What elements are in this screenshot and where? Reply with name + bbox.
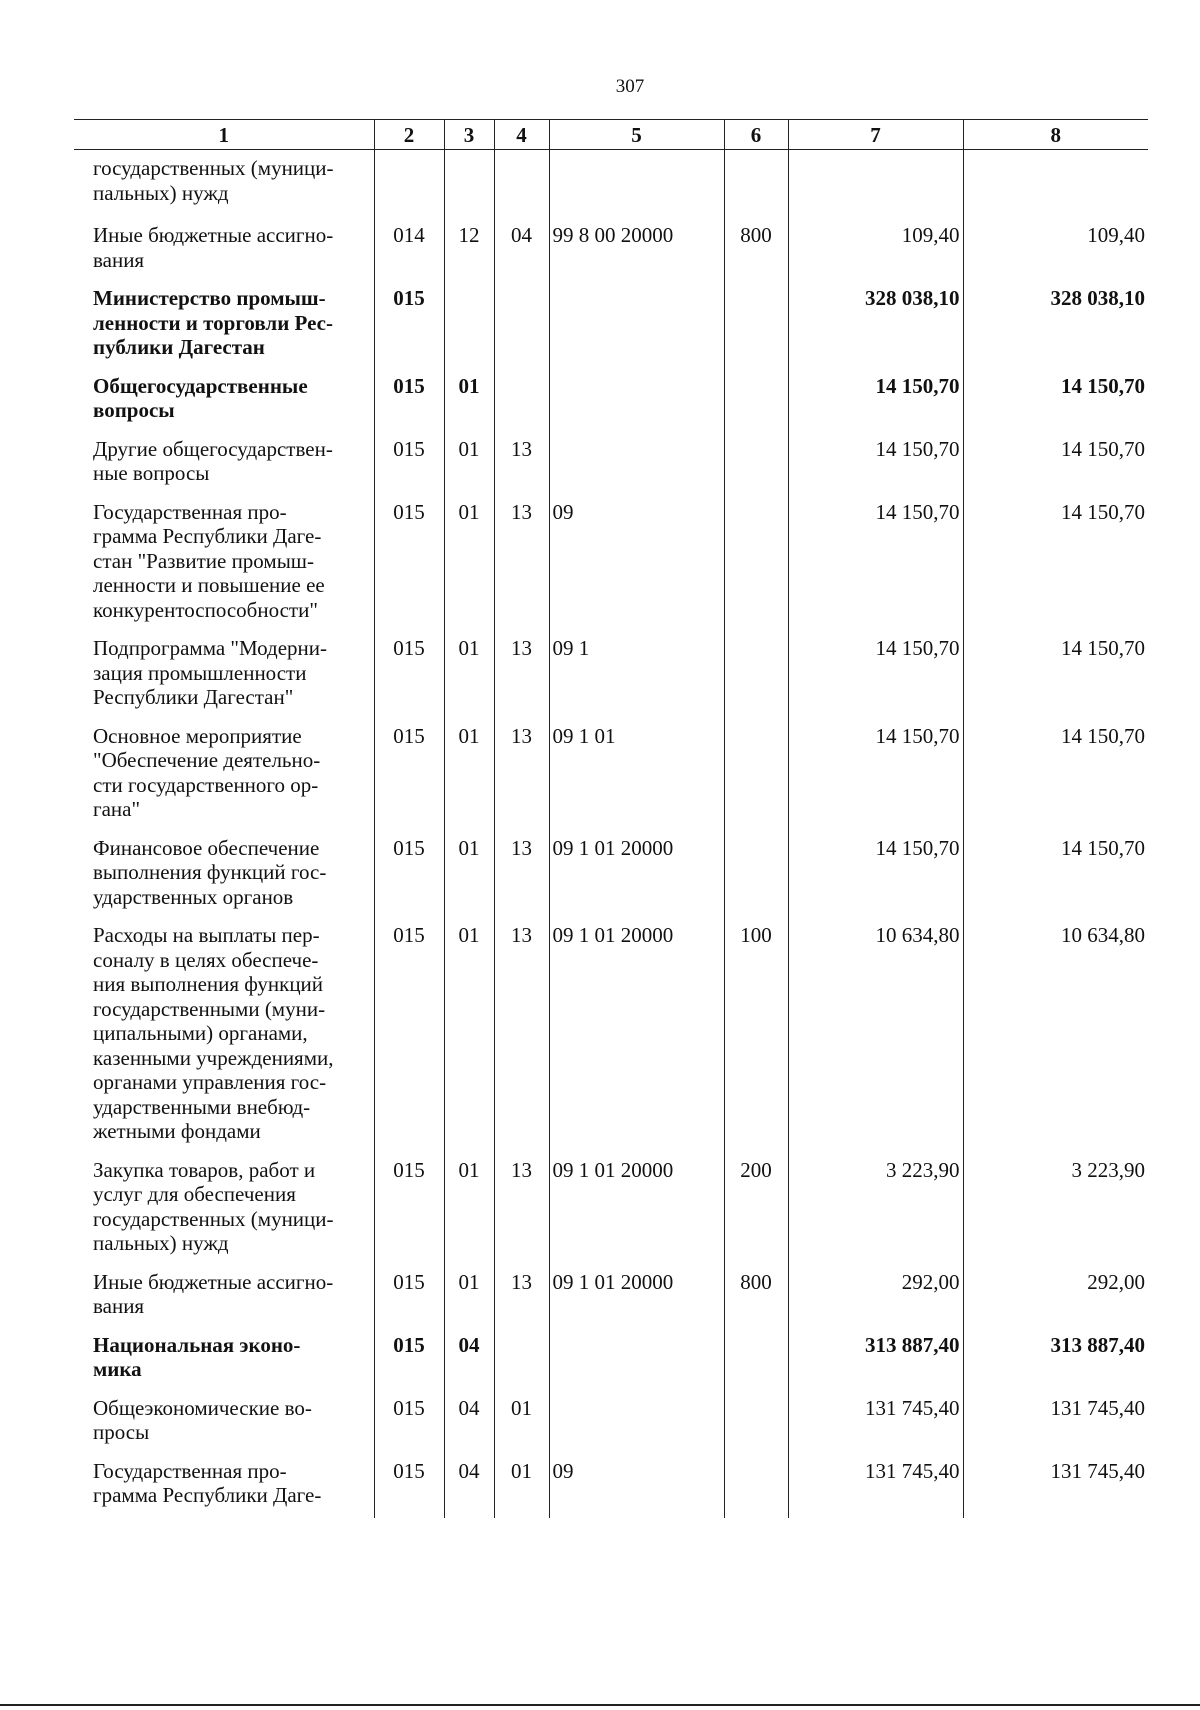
row-name-cell: [74, 496, 374, 633]
row-name-line: ленности и торговли Рес-: [93, 310, 333, 335]
row-name-line: конкурентоспособности": [93, 597, 318, 622]
row-name-line: ударственных органов: [93, 884, 294, 909]
amount-col8-cell: 14 150,70: [963, 832, 1148, 920]
target-article-cell: 09: [549, 1455, 724, 1518]
row-name-line: Финансовое обеспечение: [93, 835, 320, 860]
row-name-cell: [74, 370, 374, 433]
row-name-line: Государственная про-: [93, 1458, 287, 1483]
page-number: 307: [615, 76, 645, 97]
amount-col7-cell: 14 150,70: [788, 832, 963, 920]
section-code-cell: 015: [374, 370, 444, 433]
subsection-code-cell: 04: [444, 1392, 494, 1455]
sub-subsection-code-cell: 13: [494, 496, 549, 633]
row-name-cell: [74, 1329, 374, 1392]
expense-type-cell: 800: [724, 219, 788, 282]
row-name-line: государственных (муници-: [93, 1206, 334, 1231]
row-name-line: Другие общегосударствен-: [93, 436, 333, 461]
amount-col7-cell: 313 887,40: [788, 1329, 963, 1392]
sub-subsection-code-cell: 13: [494, 433, 549, 496]
sub-subsection-code-cell: [494, 150, 549, 220]
table-row: [74, 219, 1148, 282]
subsection-code-cell: 01: [444, 433, 494, 496]
expense-type-cell: [724, 832, 788, 920]
amount-col8-cell: [963, 150, 1148, 220]
table-row: [74, 496, 1148, 633]
amount-col7-cell: 131 745,40: [788, 1455, 963, 1518]
column-header: 1: [74, 120, 374, 150]
section-code-cell: 015: [374, 433, 444, 496]
amount-col8-cell: 14 150,70: [963, 496, 1148, 633]
sub-subsection-code-cell: [494, 370, 549, 433]
subsection-code-cell: 01: [444, 832, 494, 920]
row-name-line: ципальными) органами,: [93, 1021, 308, 1045]
row-name-cell: [74, 632, 374, 720]
target-article-cell: [549, 370, 724, 433]
section-code-cell: 015: [374, 1329, 444, 1392]
subsection-code-cell: 01: [444, 370, 494, 433]
amount-col8-cell: 10 634,80: [963, 919, 1148, 1154]
row-name-line: Иные бюджетные ассигно-: [93, 223, 334, 247]
amount-col7-cell: 14 150,70: [788, 433, 963, 496]
row-name-line: органами управления гос-: [93, 1070, 327, 1094]
target-article-cell: 09 1 01 20000: [549, 919, 724, 1154]
expense-type-cell: [724, 433, 788, 496]
row-name-cell: [74, 150, 374, 220]
target-article-cell: [549, 150, 724, 220]
table-row: [74, 1455, 1148, 1518]
amount-col8-cell: 292,00: [963, 1266, 1148, 1329]
sub-subsection-code-cell: 13: [494, 832, 549, 920]
table-row: [74, 282, 1148, 370]
row-name-line: "Обеспечение деятельно-: [93, 748, 321, 772]
amount-col7-cell: 14 150,70: [788, 370, 963, 433]
sub-subsection-code-cell: 01: [494, 1455, 549, 1518]
subsection-code-cell: 01: [444, 1266, 494, 1329]
subsection-code-cell: 04: [444, 1329, 494, 1392]
budget-table: [74, 119, 1148, 1518]
section-code-cell: 015: [374, 919, 444, 1154]
column-header: 2: [374, 120, 444, 150]
section-code-cell: 015: [374, 1266, 444, 1329]
amount-col8-cell: 14 150,70: [963, 720, 1148, 832]
page-bottom-rule: [0, 1704, 1200, 1706]
amount-col8-cell: 14 150,70: [963, 433, 1148, 496]
row-name-line: пальных) нужд: [93, 180, 229, 205]
table-header-row: [74, 120, 1148, 150]
target-article-cell: 99 8 00 20000: [549, 219, 724, 282]
target-article-cell: 09 1 01 20000: [549, 1266, 724, 1329]
target-article-cell: 09 1 01 20000: [549, 1154, 724, 1266]
section-code-cell: 015: [374, 496, 444, 633]
table-row: [74, 832, 1148, 920]
section-code-cell: 015: [374, 720, 444, 832]
row-name-line: вания: [93, 1294, 145, 1318]
row-name-line: соналу в целях обеспече-: [93, 947, 319, 972]
row-name-line: жетными фондами: [93, 1119, 261, 1143]
row-name-line: казенными учреждениями,: [93, 1045, 334, 1070]
amount-col7-cell: 14 150,70: [788, 632, 963, 720]
table-row: [74, 150, 1148, 220]
amount-col8-cell: 131 745,40: [963, 1455, 1148, 1518]
sub-subsection-code-cell: 13: [494, 720, 549, 832]
row-name-line: мика: [93, 1357, 142, 1381]
subsection-code-cell: [444, 282, 494, 370]
row-name-line: Расходы на выплаты пер-: [93, 923, 320, 947]
target-article-cell: 09 1: [549, 632, 724, 720]
amount-col7-cell: 3 223,90: [788, 1154, 963, 1266]
sub-subsection-code-cell: [494, 282, 549, 370]
target-article-cell: [549, 1392, 724, 1455]
table-row: [74, 433, 1148, 496]
amount-col8-cell: 14 150,70: [963, 632, 1148, 720]
section-code-cell: 015: [374, 282, 444, 370]
sub-subsection-code-cell: 13: [494, 1154, 549, 1266]
subsection-code-cell: 04: [444, 1455, 494, 1518]
section-code-cell: 015: [374, 1392, 444, 1455]
subsection-code-cell: 01: [444, 919, 494, 1154]
subsection-code-cell: 01: [444, 632, 494, 720]
row-name-cell: [74, 919, 374, 1154]
row-name-line: Общеэкономические во-: [93, 1395, 312, 1420]
amount-col8-cell: 313 887,40: [963, 1329, 1148, 1392]
target-article-cell: [549, 433, 724, 496]
amount-col7-cell: 14 150,70: [788, 720, 963, 832]
sub-subsection-code-cell: 13: [494, 1266, 549, 1329]
column-header: 6: [724, 120, 788, 150]
expense-type-cell: [724, 370, 788, 433]
row-name-cell: [74, 832, 374, 920]
amount-col8-cell: 109,40: [963, 219, 1148, 282]
row-name-line: государственными (муни-: [93, 996, 326, 1021]
sub-subsection-code-cell: 13: [494, 632, 549, 720]
table-row: [74, 1154, 1148, 1266]
column-header: 3: [444, 120, 494, 150]
expense-type-cell: [724, 720, 788, 832]
subsection-code-cell: 01: [444, 1154, 494, 1266]
row-name-cell: [74, 1392, 374, 1455]
expense-type-cell: [724, 496, 788, 633]
expense-type-cell: [724, 150, 788, 220]
row-name-cell: [74, 433, 374, 496]
row-name-line: пальных) нужд: [93, 1231, 229, 1255]
row-name-line: грамма Республики Даге-: [93, 1483, 322, 1507]
section-code-cell: 014: [374, 219, 444, 282]
row-name-line: ударственными внебюд-: [93, 1094, 311, 1119]
row-name-line: стан "Развитие промыш-: [93, 548, 314, 573]
table-row: [74, 1266, 1148, 1329]
amount-col7-cell: 14 150,70: [788, 496, 963, 633]
expense-type-cell: [724, 1455, 788, 1518]
target-article-cell: 09: [549, 496, 724, 633]
row-name-line: Общегосударственные: [93, 373, 308, 398]
row-name-cell: [74, 720, 374, 832]
table-body: [74, 150, 1148, 1518]
amount-col7-cell: [788, 150, 963, 220]
amount-col7-cell: 109,40: [788, 219, 963, 282]
expense-type-cell: 800: [724, 1266, 788, 1329]
section-code-cell: 015: [374, 1455, 444, 1518]
row-name-line: ные вопросы: [93, 461, 210, 485]
section-code-cell: 015: [374, 1154, 444, 1266]
subsection-code-cell: 01: [444, 720, 494, 832]
table-row: [74, 919, 1148, 1154]
row-name-line: зация промышленности: [93, 660, 307, 685]
table-row: [74, 1392, 1148, 1455]
sub-subsection-code-cell: 01: [494, 1392, 549, 1455]
row-name-line: Национальная эконо-: [93, 1332, 301, 1357]
amount-col8-cell: 14 150,70: [963, 370, 1148, 433]
sub-subsection-code-cell: [494, 1329, 549, 1392]
row-name-line: ленности и повышение ее: [93, 573, 325, 597]
subsection-code-cell: [444, 150, 494, 220]
table-row: [74, 632, 1148, 720]
expense-type-cell: [724, 1329, 788, 1392]
row-name-line: Государственная про-: [93, 499, 287, 524]
amount-col7-cell: 292,00: [788, 1266, 963, 1329]
sub-subsection-code-cell: 13: [494, 919, 549, 1154]
row-name-line: публики Дагестан: [93, 335, 265, 359]
amount-col8-cell: 131 745,40: [963, 1392, 1148, 1455]
row-name-line: просы: [93, 1420, 150, 1444]
expense-type-cell: 100: [724, 919, 788, 1154]
row-name-cell: [74, 282, 374, 370]
table-row: [74, 1329, 1148, 1392]
column-header: 4: [494, 120, 549, 150]
row-name-line: Подпрограмма "Модерни-: [93, 636, 328, 660]
amount-col7-cell: 131 745,40: [788, 1392, 963, 1455]
row-name-line: гана": [93, 797, 141, 821]
amount-col7-cell: 10 634,80: [788, 919, 963, 1154]
column-header: 5: [549, 120, 724, 150]
row-name-line: вопросы: [93, 398, 175, 422]
section-code-cell: [374, 150, 444, 220]
row-name-cell: [74, 1154, 374, 1266]
section-code-cell: 015: [374, 632, 444, 720]
subsection-code-cell: 01: [444, 496, 494, 633]
amount-col7-cell: 328 038,10: [788, 282, 963, 370]
target-article-cell: 09 1 01: [549, 720, 724, 832]
row-name-line: выполнения функций гос-: [93, 860, 327, 884]
column-header: 7: [788, 120, 963, 150]
amount-col8-cell: 328 038,10: [963, 282, 1148, 370]
row-name-line: Министерство промыш-: [93, 286, 326, 310]
row-name-line: государственных (муници-: [93, 156, 334, 180]
expense-type-cell: 200: [724, 1154, 788, 1266]
row-name-line: Иные бюджетные ассигно-: [93, 1269, 334, 1294]
table-row: [74, 370, 1148, 433]
amount-col8-cell: 3 223,90: [963, 1154, 1148, 1266]
target-article-cell: [549, 282, 724, 370]
row-name-cell: [74, 1266, 374, 1329]
expense-type-cell: [724, 1392, 788, 1455]
row-name-line: Республики Дагестан": [93, 685, 294, 709]
row-name-line: Основное мероприятие: [93, 723, 302, 748]
sub-subsection-code-cell: 04: [494, 219, 549, 282]
row-name-cell: [74, 219, 374, 282]
expense-type-cell: [724, 632, 788, 720]
row-name-line: услуг для обеспечения: [93, 1182, 296, 1206]
target-article-cell: 09 1 01 20000: [549, 832, 724, 920]
table-row: [74, 720, 1148, 832]
row-name-line: грамма Республики Даге-: [93, 524, 322, 548]
target-article-cell: [549, 1329, 724, 1392]
row-name-line: вания: [93, 247, 145, 272]
column-header: 8: [963, 120, 1148, 150]
row-name-line: сти государственного ор-: [93, 772, 319, 797]
row-name-cell: [74, 1455, 374, 1518]
expense-type-cell: [724, 282, 788, 370]
row-name-line: Закупка товаров, работ и: [93, 1157, 316, 1182]
subsection-code-cell: 12: [444, 219, 494, 282]
row-name-line: ния выполнения функций: [93, 972, 324, 996]
section-code-cell: 015: [374, 832, 444, 920]
